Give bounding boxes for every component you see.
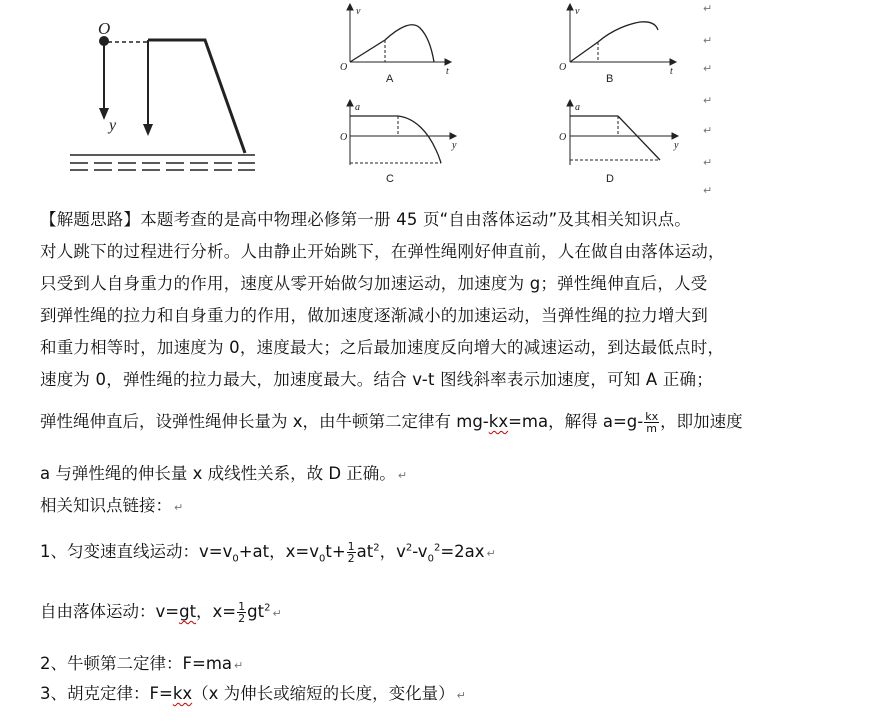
svg-text:D: D: [606, 173, 614, 185]
text-line-3: 只受到人自身重力的作用，速度从零开始做匀加速运动，加速度为 g；弹性绳伸直后，人受: [40, 274, 708, 293]
svg-text:A: A: [386, 73, 394, 85]
formula-free-fall: 自由落体运动：v=gt，x= $\frac{1}{2}$ $gt^2$ ↵: [40, 600, 282, 625]
formula-hooke-law: 3、胡克定律：F=kx（x 为伸长或缩短的长度，变化量） ↵: [40, 684, 466, 703]
platform-outline: [148, 40, 245, 153]
svg-text:y: y: [674, 140, 679, 151]
formula-uniform-acceleration: 1、匀变速直线运动：$v=v_0+at$，$x=v_0t+$ $\frac{1}{2}$ $at^2$，$v^2-v_0^2=2ax$ ↵: [40, 540, 496, 565]
origin-label: O: [98, 19, 111, 38]
fraction-kx-over-m: $\frac{kx}{m}$: [645, 410, 659, 435]
fraction-half-2: $\frac{1}{2}$: [238, 600, 246, 625]
text-line-4: 到弹性绳的拉力和自身重力的作用，做加速度逐渐减小的加速运动，当弹性绳的拉力增大到: [40, 306, 708, 325]
svg-text:y: y: [452, 140, 457, 151]
svg-text:a: a: [575, 102, 580, 113]
graph-D: [559, 100, 679, 185]
origin-point: [100, 37, 108, 45]
text-line-7: 弹性绳伸直后，设弹性绳伸长量为 x，由牛顿第二定律有 mg-kx=ma，解得 a=g- $\frac{kx}{m}$ ，即加速度: [40, 410, 743, 435]
formula-newton-second-law: 2、牛顿第二定律：F=ma ↵: [40, 654, 244, 673]
graph-B: [559, 4, 676, 85]
svg-text:O: O: [559, 132, 567, 143]
related-heading: 相关知识点链接： ↵: [40, 496, 184, 515]
svg-text:a: a: [355, 102, 360, 113]
return-marks: ↵ ↵ ↵ ↵ ↵ ↵ ↵: [703, 2, 713, 197]
svg-text:t: t: [446, 66, 449, 77]
figure-row: [0, 0, 893, 200]
svg-text:v: v: [356, 6, 361, 17]
axis-y-label: y: [109, 117, 117, 134]
solution-paragraph: [40, 204, 880, 396]
svg-text:B: B: [606, 73, 614, 85]
svg-text:O: O: [340, 62, 348, 73]
svg-text:O: O: [559, 62, 567, 73]
graph-C: [340, 100, 457, 185]
figures-svg: [0, 0, 893, 200]
text-line-2: 对人跳下的过程进行分析。人由静止开始跳下，在弹性绳刚好伸直前，人在做自由落体运动，: [40, 242, 725, 261]
svg-text:v: v: [575, 6, 580, 17]
text-line-1: 【解题思路】本题考查的是高中物理必修第一册 45 页“自由落体运动”及其相关知识点。: [40, 210, 691, 229]
fraction-half: $\frac{1}{2}$: [347, 540, 355, 565]
text-line-5: 和重力相等时，加速度为 0，速度最大；之后最加速度反向增大的减速运动，到达最低点时，: [40, 338, 725, 357]
bungee-diagram: [70, 19, 255, 170]
text-line-6: 速度为 0，弹性绳的拉力最大，加速度最大。结合 v-t 图线斜率表示加速度，可知 A 正确；: [40, 370, 713, 389]
svg-text:t: t: [670, 66, 673, 77]
graph-A: [340, 4, 451, 85]
svg-text:O: O: [340, 132, 348, 143]
text-line-8: a 与弹性绳的伸长量 x 成线性关系，故 D 正确。 ↵: [40, 464, 408, 483]
svg-text:C: C: [386, 173, 394, 185]
